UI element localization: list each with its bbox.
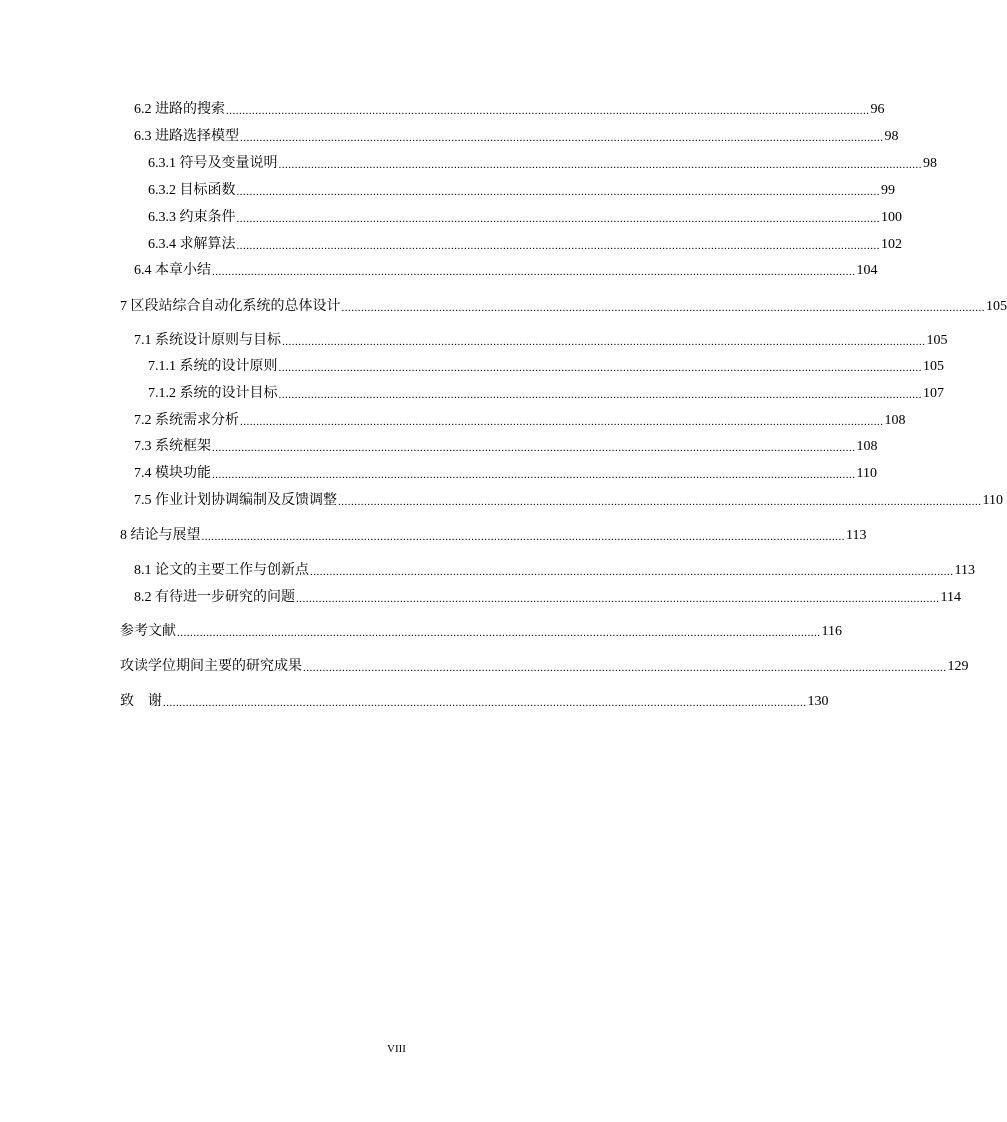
toc-entry[interactable] — [134, 589, 961, 607]
toc-entry[interactable] — [134, 332, 948, 350]
dot-leader: ...................................................................................................................................................................................................... — [201, 531, 845, 543]
toc-entry-label: 攻读学位期间主要的研究成果 — [120, 659, 302, 674]
toc-entry[interactable] — [134, 412, 906, 430]
toc-entry-label: 7.3 系统框架 — [134, 439, 211, 454]
toc-entry[interactable] — [134, 262, 878, 280]
toc-entry-label: 8.1 论文的主要工作与创新点 — [134, 563, 309, 578]
dot-leader: ...................................................................................................................................................................................................... — [236, 186, 880, 198]
dot-leader: ...................................................................................................................................................................................................... — [177, 627, 821, 639]
toc-entry-page: 107 — [923, 386, 944, 401]
toc-entry-label: 7.5 作业计划协调编制及反馈调整 — [134, 493, 337, 508]
toc-entry[interactable] — [120, 623, 842, 641]
dot-leader: ...................................................................................................................................................................................................... — [236, 240, 880, 252]
toc-entry-page: 113 — [846, 528, 867, 543]
toc-entry-label: 6.3.3 约束条件 — [148, 210, 236, 225]
toc-entry-page: 108 — [884, 413, 906, 428]
toc-entry-label: 6.4 本章小结 — [134, 263, 211, 278]
page-number: VIII — [387, 1043, 406, 1055]
toc-entry[interactable] — [134, 438, 878, 456]
toc-entry[interactable] — [134, 562, 975, 580]
toc-entry[interactable] — [148, 358, 944, 376]
dot-leader: ...................................................................................................................................................................................................... — [240, 416, 884, 428]
toc-entry-page: 105 — [923, 359, 944, 374]
toc-entry-label: 6.3.1 符号及变量说明 — [148, 156, 278, 171]
dot-leader: ...................................................................................................................................................................................................... — [240, 132, 884, 144]
dot-leader: ...................................................................................................................................................................................................... — [212, 442, 856, 454]
toc-entry[interactable] — [148, 182, 895, 200]
dot-leader: ...................................................................................................................................................................................................... — [282, 336, 926, 348]
toc-entry-label: 7.1 系统设计原则与目标 — [134, 333, 281, 348]
dot-leader: ...................................................................................................................................................................................................... — [163, 697, 807, 709]
toc-entry-label: 7.1.2 系统的设计目标 — [148, 386, 278, 401]
toc-entry-page: 99 — [881, 183, 895, 198]
toc-entry[interactable] — [120, 658, 969, 676]
toc-entry-label: 6.2 进路的搜索 — [134, 102, 225, 117]
toc-entry-label: 7.1.1 系统的设计原则 — [148, 359, 278, 374]
dot-leader: ...................................................................................................................................................................................................... — [278, 159, 922, 171]
toc-entry-label: 参考文献 — [120, 624, 176, 639]
toc-entry[interactable] — [134, 492, 1003, 510]
toc-entry-page: 105 — [986, 299, 1007, 314]
toc-entry-label: 7.4 模块功能 — [134, 466, 211, 481]
toc-entry[interactable] — [148, 155, 937, 173]
toc-entry-page: 100 — [881, 210, 902, 225]
toc-entry-label: 6.3 进路选择模型 — [134, 129, 239, 144]
dot-leader: ...................................................................................................................................................................................................... — [310, 566, 954, 578]
toc-entry-page: 116 — [821, 624, 842, 639]
dot-leader: ...................................................................................................................................................................................................... — [212, 469, 856, 481]
toc-entry-page: 96 — [870, 102, 885, 117]
toc-entry[interactable] — [120, 527, 867, 545]
toc-entry[interactable] — [120, 693, 829, 711]
toc-entry[interactable] — [148, 236, 902, 254]
toc-entry-page: 110 — [982, 493, 1003, 508]
toc-entry-page: 110 — [856, 466, 877, 481]
dot-leader: ...................................................................................................................................................................................................... — [296, 593, 940, 605]
dot-leader: ...................................................................................................................................................................................................... — [278, 362, 922, 374]
toc-entry-page: 113 — [954, 563, 975, 578]
dot-leader: ...................................................................................................................................................................................................... — [236, 213, 880, 225]
toc-entry-page: 129 — [947, 659, 969, 674]
toc-entry[interactable] — [148, 209, 902, 227]
toc-entry-page: 98 — [884, 129, 899, 144]
toc-entry-label: 致 谢 — [120, 694, 162, 709]
toc-entry-page: 105 — [926, 333, 948, 348]
toc-entry-label: 6.3.2 目标函数 — [148, 183, 236, 198]
toc-entry[interactable] — [134, 128, 899, 146]
toc-entry-page: 130 — [807, 694, 829, 709]
toc-entry-page: 104 — [856, 263, 878, 278]
toc-entry-label: 6.3.4 求解算法 — [148, 237, 236, 252]
toc-entry-page: 102 — [881, 237, 902, 252]
toc-entry-page: 108 — [856, 439, 878, 454]
toc-entry-label: 8 结论与展望 — [120, 528, 201, 543]
toc-entry-label: 7 区段站综合自动化系统的总体设计 — [120, 299, 341, 314]
dot-leader: ...................................................................................................................................................................................................... — [212, 266, 856, 278]
toc-entry[interactable] — [134, 101, 885, 119]
toc-entry-label: 8.2 有待进一步研究的问题 — [134, 590, 295, 605]
toc-entry-page: 98 — [923, 156, 937, 171]
dot-leader: ...................................................................................................................................................................................................... — [338, 496, 982, 508]
toc-entry[interactable] — [148, 385, 944, 403]
toc-entry[interactable] — [134, 465, 877, 483]
dot-leader: ...................................................................................................................................................................................................... — [226, 105, 870, 117]
toc-entry-label: 7.2 系统需求分析 — [134, 413, 239, 428]
toc-entry-page: 114 — [940, 590, 961, 605]
toc-entry[interactable] — [120, 298, 1007, 316]
dot-leader: ...................................................................................................................................................................................................... — [278, 389, 922, 401]
dot-leader: ...................................................................................................................................................................................................... — [303, 662, 947, 674]
dot-leader: ...................................................................................................................................................................................................... — [341, 302, 985, 314]
